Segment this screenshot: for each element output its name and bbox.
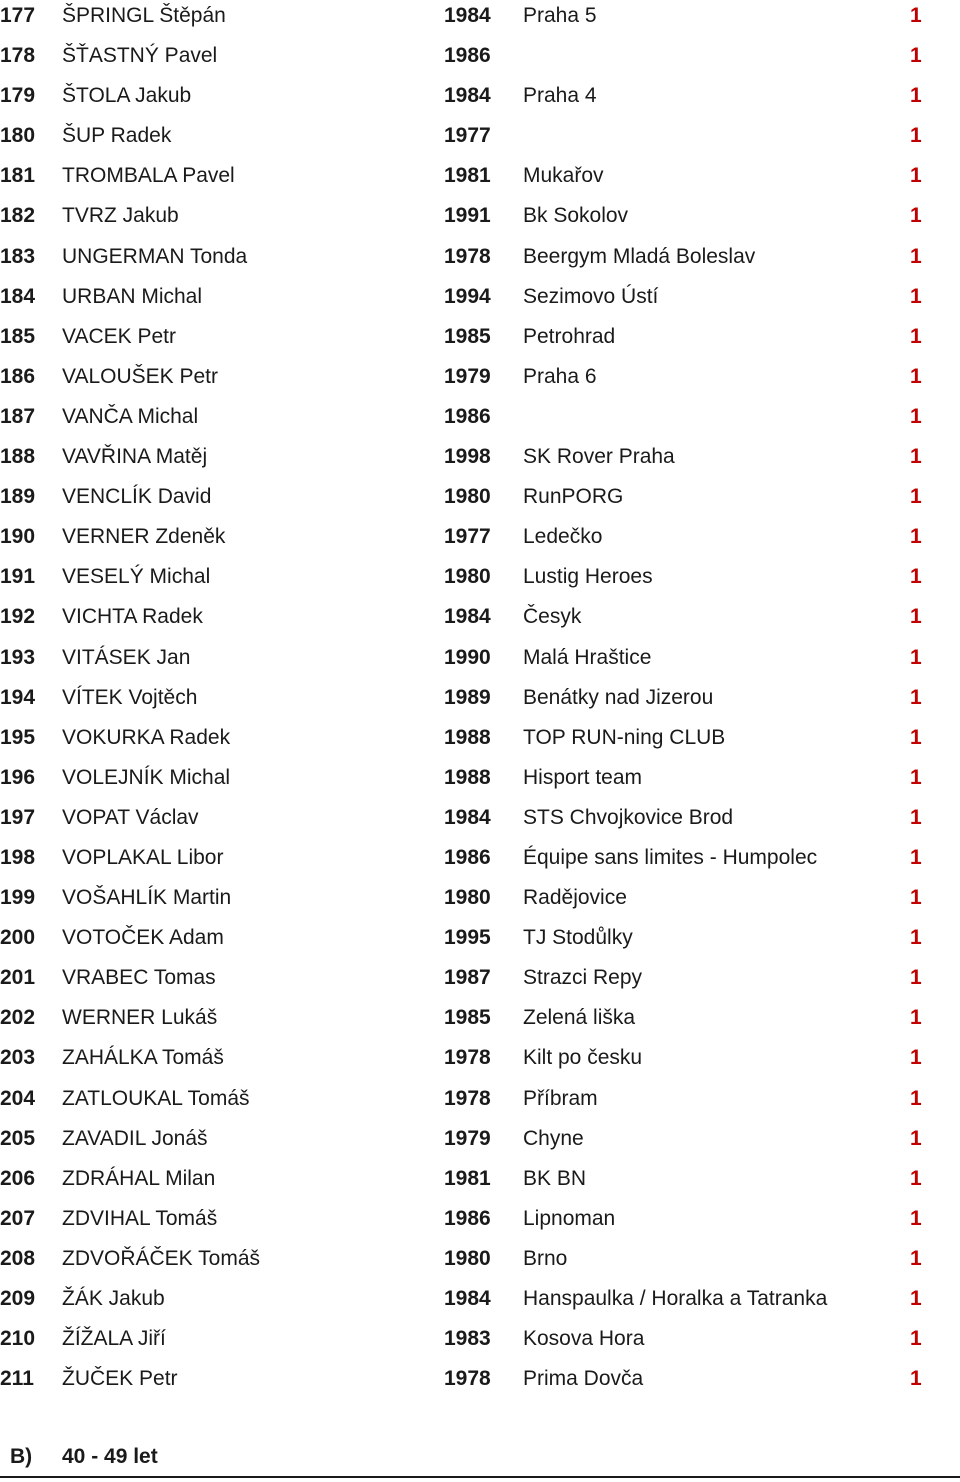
- points-cell: 1: [910, 124, 922, 148]
- club-cell: Benátky nad Jizerou: [523, 685, 714, 709]
- category-underline: [0, 1476, 960, 1478]
- club-cell: Prima Dovča: [523, 1367, 644, 1391]
- club-cell: TJ Stodůlky: [523, 926, 633, 950]
- points-cell: 1: [910, 404, 922, 428]
- table-row: [0, 80, 960, 120]
- year-cell: 1985: [444, 1006, 491, 1030]
- table-row: [0, 441, 960, 481]
- rank-cell: 203: [0, 1046, 36, 1070]
- year-cell: 1994: [444, 284, 491, 308]
- rank-cell: 199: [0, 886, 36, 910]
- year-cell: 1995: [444, 926, 491, 950]
- rank-cell: 201: [0, 966, 36, 990]
- rank-cell: 192: [0, 605, 36, 629]
- name-cell: VANČA Michal: [62, 404, 199, 428]
- table-row: [0, 642, 960, 682]
- rank-cell: 196: [0, 765, 36, 789]
- table-row: [0, 1283, 960, 1323]
- name-cell: VICHTA Radek: [62, 605, 203, 629]
- rank-cell: 179: [0, 84, 36, 108]
- table-row: [0, 120, 960, 160]
- club-cell: Strazci Repy: [523, 966, 643, 990]
- category-title: 40 - 49 let: [62, 1445, 158, 1468]
- points-cell: 1: [910, 886, 922, 910]
- table-row: [0, 401, 960, 441]
- rank-cell: 184: [0, 284, 36, 308]
- name-cell: UNGERMAN Tonda: [62, 244, 248, 268]
- table-row: [0, 321, 960, 361]
- club-cell: Équipe sans limites - Humpolec: [523, 845, 818, 869]
- club-cell: Malá Hraštice: [523, 645, 652, 669]
- name-cell: ŠTOLA Jakub: [62, 84, 192, 108]
- club-cell: Radějovice: [523, 886, 627, 910]
- points-cell: 1: [910, 1287, 922, 1310]
- table-row: [0, 521, 960, 561]
- year-cell: 1981: [444, 164, 491, 188]
- club-cell: Brno: [523, 1246, 568, 1270]
- year-cell: 1984: [444, 4, 491, 27]
- year-cell: 1980: [444, 886, 491, 910]
- name-cell: VOPAT Václav: [62, 805, 199, 829]
- club-cell: Lipnoman: [523, 1206, 616, 1230]
- points-cell: 1: [910, 966, 922, 990]
- club-cell: TOP RUN-ning CLUB: [523, 725, 726, 749]
- points-cell: 1: [910, 1046, 922, 1070]
- year-cell: 1977: [444, 124, 491, 148]
- rank-cell: 181: [0, 164, 36, 188]
- points-cell: 1: [910, 685, 922, 709]
- club-cell: Praha 6: [523, 364, 597, 388]
- rank-cell: 187: [0, 404, 36, 428]
- club-cell: Beergym Mladá Boleslav: [523, 244, 756, 268]
- year-cell: 1984: [444, 805, 491, 829]
- name-cell: VÍTEK Vojtěch: [62, 685, 198, 709]
- points-cell: 1: [910, 364, 922, 388]
- points-cell: 1: [910, 445, 922, 469]
- club-cell: Lustig Heroes: [523, 565, 653, 589]
- year-cell: 1980: [444, 485, 491, 509]
- rank-cell: 200: [0, 926, 36, 950]
- year-cell: 1984: [444, 1287, 491, 1310]
- table-row: [0, 241, 960, 281]
- table-row: [0, 1083, 960, 1123]
- points-cell: 1: [910, 1126, 922, 1150]
- rank-cell: 188: [0, 445, 36, 469]
- table-row: [0, 682, 960, 722]
- points-cell: 1: [910, 805, 922, 829]
- table-row: [0, 1163, 960, 1203]
- points-cell: 1: [910, 84, 922, 108]
- points-cell: 1: [910, 4, 922, 27]
- rank-cell: 182: [0, 204, 36, 228]
- rank-cell: 191: [0, 565, 36, 589]
- points-cell: 1: [910, 1246, 922, 1270]
- name-cell: VOLEJNÍK Michal: [62, 765, 231, 789]
- club-cell: RunPORG: [523, 485, 624, 509]
- name-cell: ŠUP Radek: [62, 124, 172, 148]
- year-cell: 1984: [444, 605, 491, 629]
- year-cell: 1988: [444, 725, 491, 749]
- rank-cell: 207: [0, 1206, 36, 1230]
- points-cell: 1: [910, 164, 922, 188]
- club-cell: Zelená liška: [523, 1006, 636, 1030]
- club-cell: Sezimovo Ústí: [523, 284, 659, 308]
- rank-cell: 206: [0, 1166, 36, 1190]
- name-cell: VOŠAHLÍK Martin: [62, 886, 232, 910]
- points-cell: 1: [910, 525, 922, 549]
- name-cell: ZAVADIL Jonáš: [62, 1126, 208, 1150]
- club-cell: Bk Sokolov: [523, 204, 629, 228]
- name-cell: VENCLÍK David: [62, 485, 212, 509]
- table-row: [0, 1243, 960, 1283]
- rank-cell: 209: [0, 1287, 36, 1310]
- points-cell: 1: [910, 725, 922, 749]
- table-row: [0, 1323, 960, 1363]
- points-cell: 1: [910, 1367, 922, 1391]
- table-row: [0, 1123, 960, 1163]
- points-cell: 1: [910, 565, 922, 589]
- points-cell: 1: [910, 926, 922, 950]
- club-cell: Petrohrad: [523, 324, 616, 348]
- name-cell: ŽUČEK Petr: [62, 1367, 178, 1391]
- year-cell: 1987: [444, 966, 491, 990]
- table-row: [0, 802, 960, 842]
- name-cell: ŠPRINGL Štěpán: [62, 4, 226, 27]
- name-cell: ZDRÁHAL Milan: [62, 1166, 216, 1190]
- category-heading: [0, 1441, 960, 1477]
- name-cell: WERNER Lukáš: [62, 1006, 218, 1030]
- points-cell: 1: [910, 1086, 922, 1110]
- club-cell: Kosova Hora: [523, 1327, 645, 1351]
- points-cell: 1: [910, 645, 922, 669]
- year-cell: 1979: [444, 364, 491, 388]
- year-cell: 1980: [444, 1246, 491, 1270]
- name-cell: VALOUŠEK Petr: [62, 364, 219, 388]
- club-cell: Hisport team: [523, 765, 643, 789]
- name-cell: TROMBALA Pavel: [62, 164, 235, 188]
- rank-cell: 205: [0, 1126, 36, 1150]
- table-row: [0, 1363, 960, 1403]
- year-cell: 1985: [444, 324, 491, 348]
- category-label: B): [10, 1445, 33, 1468]
- table-row: [0, 722, 960, 762]
- table-row: [0, 842, 960, 882]
- points-cell: 1: [910, 485, 922, 509]
- rank-cell: 194: [0, 685, 36, 709]
- table-row: [0, 882, 960, 922]
- table-row: [0, 361, 960, 401]
- year-cell: 1991: [444, 204, 491, 228]
- year-cell: 1998: [444, 445, 491, 469]
- name-cell: VACEK Petr: [62, 324, 176, 348]
- table-row: [0, 922, 960, 962]
- club-cell: Chyne: [523, 1126, 584, 1150]
- year-cell: 1978: [444, 1367, 491, 1391]
- rank-cell: 208: [0, 1246, 36, 1270]
- rank-cell: 193: [0, 645, 36, 669]
- rank-cell: 204: [0, 1086, 36, 1110]
- rank-cell: 202: [0, 1006, 36, 1030]
- rank-cell: 210: [0, 1327, 36, 1351]
- table-row: [0, 962, 960, 1002]
- club-cell: Česyk: [523, 605, 582, 629]
- club-cell: SK Rover Praha: [523, 445, 675, 469]
- table-row: [0, 762, 960, 802]
- table-row: [0, 601, 960, 641]
- table-row: [0, 281, 960, 321]
- year-cell: 1979: [444, 1126, 491, 1150]
- table-row: [0, 1042, 960, 1082]
- table-row: [0, 1002, 960, 1042]
- name-cell: ŽÍŽALA Jiří: [62, 1327, 166, 1351]
- rank-cell: 189: [0, 485, 36, 509]
- name-cell: VOKURKA Radek: [62, 725, 231, 749]
- year-cell: 1977: [444, 525, 491, 549]
- year-cell: 1986: [444, 1206, 491, 1230]
- name-cell: VAVŘINA Matěj: [62, 445, 208, 469]
- year-cell: 1981: [444, 1166, 491, 1190]
- points-cell: 1: [910, 765, 922, 789]
- club-cell: Hanspaulka / Horalka a Tatranka: [523, 1287, 828, 1310]
- points-cell: 1: [910, 845, 922, 869]
- table-row: [0, 200, 960, 240]
- rank-cell: 197: [0, 805, 36, 829]
- name-cell: VERNER Zdeněk: [62, 525, 226, 549]
- rank-cell: 198: [0, 845, 36, 869]
- points-cell: 1: [910, 244, 922, 268]
- points-cell: 1: [910, 1327, 922, 1351]
- name-cell: ZATLOUKAL Tomáš: [62, 1086, 250, 1110]
- points-cell: 1: [910, 1166, 922, 1190]
- year-cell: 1989: [444, 685, 491, 709]
- rank-cell: 211: [0, 1367, 34, 1391]
- club-cell: BK BN: [523, 1166, 587, 1190]
- points-cell: 1: [910, 1206, 922, 1230]
- rank-cell: 185: [0, 324, 36, 348]
- name-cell: VESELÝ Michal: [62, 565, 211, 589]
- year-cell: 1988: [444, 765, 491, 789]
- year-cell: 1983: [444, 1327, 491, 1351]
- table-row: [0, 1203, 960, 1243]
- rank-cell: 183: [0, 244, 36, 268]
- name-cell: ZDVIHAL Tomáš: [62, 1206, 218, 1230]
- table-row: [0, 40, 960, 80]
- year-cell: 1990: [444, 645, 491, 669]
- club-cell: Praha 4: [523, 84, 597, 108]
- name-cell: ZDVOŘÁČEK Tomáš: [62, 1246, 260, 1270]
- rank-cell: 178: [0, 44, 36, 68]
- rank-cell: 177: [0, 4, 36, 27]
- name-cell: TVRZ Jakub: [62, 204, 179, 228]
- rank-cell: 186: [0, 364, 36, 388]
- club-cell: Mukařov: [523, 164, 604, 188]
- name-cell: VOTOČEK Adam: [62, 926, 224, 950]
- points-cell: 1: [910, 324, 922, 348]
- club-cell: Praha 5: [523, 4, 597, 27]
- club-cell: Ledečko: [523, 525, 603, 549]
- name-cell: ŠŤASTNÝ Pavel: [62, 44, 218, 68]
- points-cell: 1: [910, 204, 922, 228]
- year-cell: 1978: [444, 244, 491, 268]
- points-cell: 1: [910, 44, 922, 68]
- name-cell: ŽÁK Jakub: [62, 1287, 165, 1310]
- club-cell: Příbram: [523, 1086, 598, 1110]
- table-row: [0, 481, 960, 521]
- year-cell: 1980: [444, 565, 491, 589]
- year-cell: 1986: [444, 44, 491, 68]
- club-cell: STS Chvojkovice Brod: [523, 805, 734, 829]
- rank-cell: 190: [0, 525, 36, 549]
- club-cell: Kilt po česku: [523, 1046, 643, 1070]
- points-cell: 1: [910, 284, 922, 308]
- table-row: [0, 561, 960, 601]
- points-cell: 1: [910, 605, 922, 629]
- name-cell: VOPLAKAL Libor: [62, 845, 224, 869]
- points-cell: 1: [910, 1006, 922, 1030]
- year-cell: 1984: [444, 84, 491, 108]
- table-row: [0, 160, 960, 200]
- year-cell: 1986: [444, 845, 491, 869]
- year-cell: 1978: [444, 1086, 491, 1110]
- name-cell: URBAN Michal: [62, 284, 203, 308]
- rank-cell: 180: [0, 124, 36, 148]
- name-cell: ZAHÁLKA Tomáš: [62, 1046, 224, 1070]
- year-cell: 1978: [444, 1046, 491, 1070]
- rank-cell: 195: [0, 725, 36, 749]
- year-cell: 1986: [444, 404, 491, 428]
- name-cell: VRABEC Tomas: [62, 966, 216, 990]
- table-row: [0, 0, 960, 40]
- name-cell: VITÁSEK Jan: [62, 645, 191, 669]
